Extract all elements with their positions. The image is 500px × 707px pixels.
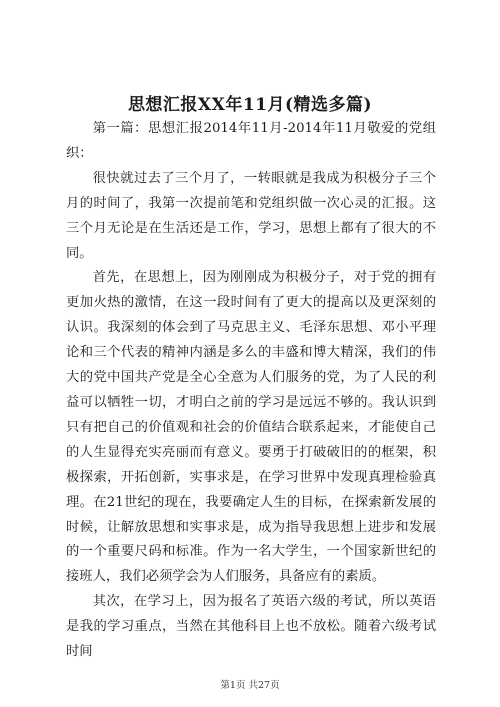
page-number-footer: 第1页 共27页 <box>220 680 280 691</box>
document-body <box>66 117 436 665</box>
paragraph-2: 首先，在思想上，因为刚刚成为积极分子，对于党的拥有更加火热的激情，在这一段时间有了更大的提高以及更深刻的认识。我深刻的体会到了马克思主义、毛泽东思想、邓小平理论和三个代表的精神内涵是多么的丰盛和博大精深，我们的伟大的党中国共产党是全心全意为人们服务的党，为了人民的利益可以牺牲一切，才明白之前的学习是远远不够的。我认识到只有把自己的价值观和社会的价值结合联系起来，才能使自己的人生显得充实亮丽而有意义。要勇于打破破旧的的框架，积极探索，开拓创新，实事求是，在学习世界中发现真理检验真理。在21世纪的现在，我要确定人生的目标，在探索新发展的时候，让解放思想和实事求是，成为指导我思想上进步和发展的一个重要尺码和标准。作为一名大学生，一个国家新世纪的接班人，我们必须学会为人们服务，具备应有的素质。 <box>66 270 436 585</box>
paragraph-3: 其次，在学习上，因为报名了英语六级的考试，所以英语是我的学习重点，当然在其他科目上也不放松。随着六级考试时间 <box>66 594 436 660</box>
paragraph-1: 很快就过去了三个月了，一转眼就是我成为积极分子三个月的时间了，我第一次提前笔和党组织做一次心灵的汇报。这三个月无论是在生活还是工作，学习，思想上都有了很大的不同。 <box>66 170 436 261</box>
paragraph-intro: 第一篇：思想汇报2014年11月-2014年11月敬爱的党组织： <box>66 121 436 161</box>
document-title: 思想汇报XX年11月(精选多篇) <box>127 95 373 115</box>
